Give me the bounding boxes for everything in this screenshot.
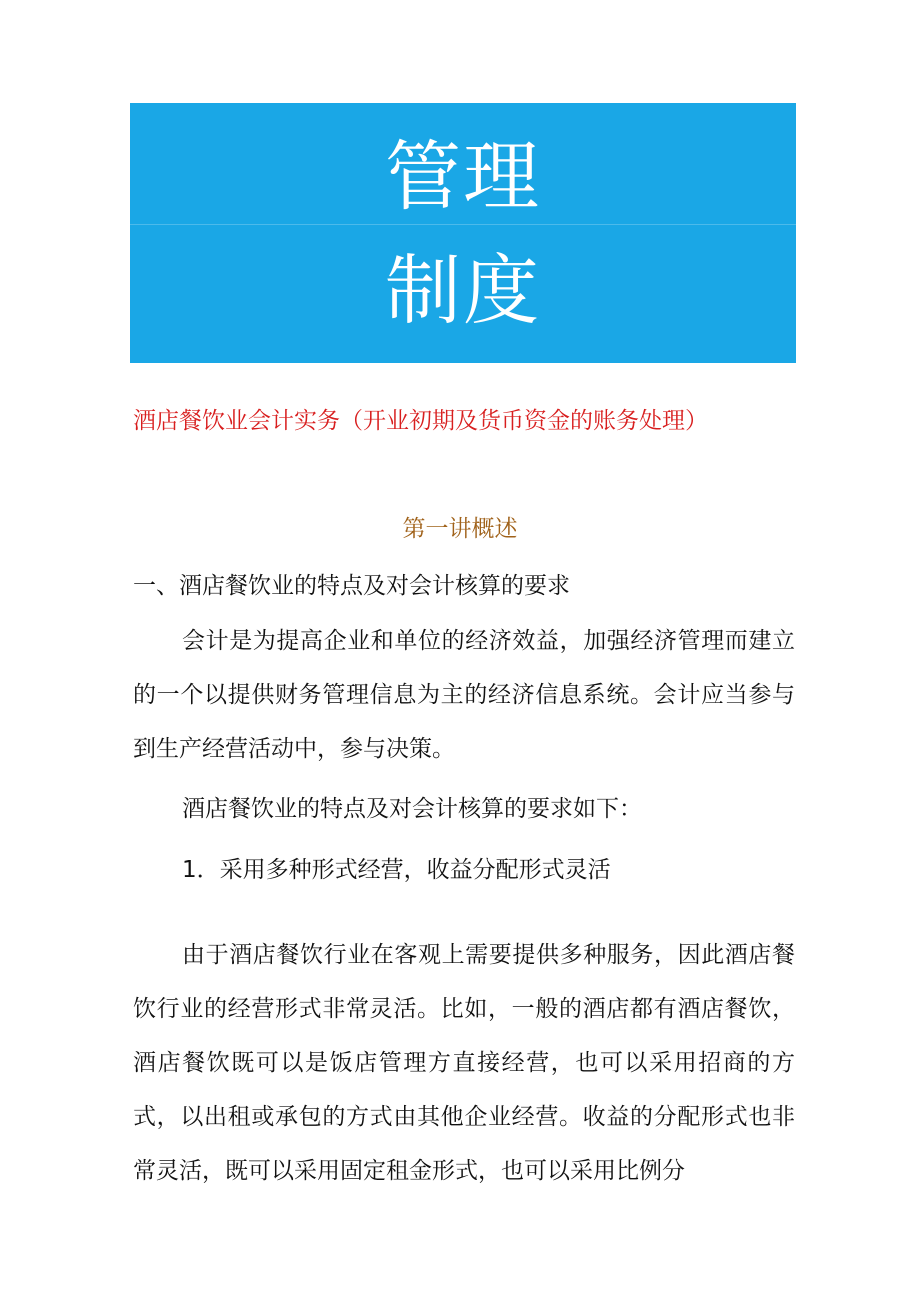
section-heading: 一、酒店餐饮业的特点及对会计核算的要求 bbox=[133, 573, 570, 599]
numbered-item-1: 1．采用多种形式经营，收益分配形式灵活 bbox=[182, 857, 611, 883]
banner-title-line-1: 管理 bbox=[385, 132, 541, 221]
cover-banner bbox=[130, 103, 796, 363]
document-title: 酒店餐饮业会计实务（开业初期及货币资金的账务处理） bbox=[133, 408, 708, 434]
banner-title-line-2: 制度 bbox=[385, 246, 541, 335]
paragraph-accounting-definition: 会计是为提高企业和单位的经济效益，加强经济管理而建立的一个以提供财务管理信息为主的经济信息系统。会计应当参与到生产经营活动中，参与决策。 bbox=[133, 628, 795, 762]
requirements-intro: 酒店餐饮业的特点及对会计核算的要求如下： bbox=[182, 796, 642, 822]
banner-divider bbox=[130, 224, 796, 225]
paragraph-business-forms: 由于酒店餐饮行业在客观上需要提供多种服务，因此酒店餐饮行业的经营形式非常灵活。比如，一般的酒店都有酒店餐饮，酒店餐饮既可以是饭店管理方直接经营，也可以采用招商的方式，以出租或承包的方式由其他企业经营。收益的分配形式也非常灵活，既可以采用固定租金形式，也可以采用比例分 bbox=[133, 942, 795, 1184]
lecture-title: 第一讲概述 bbox=[402, 516, 518, 542]
